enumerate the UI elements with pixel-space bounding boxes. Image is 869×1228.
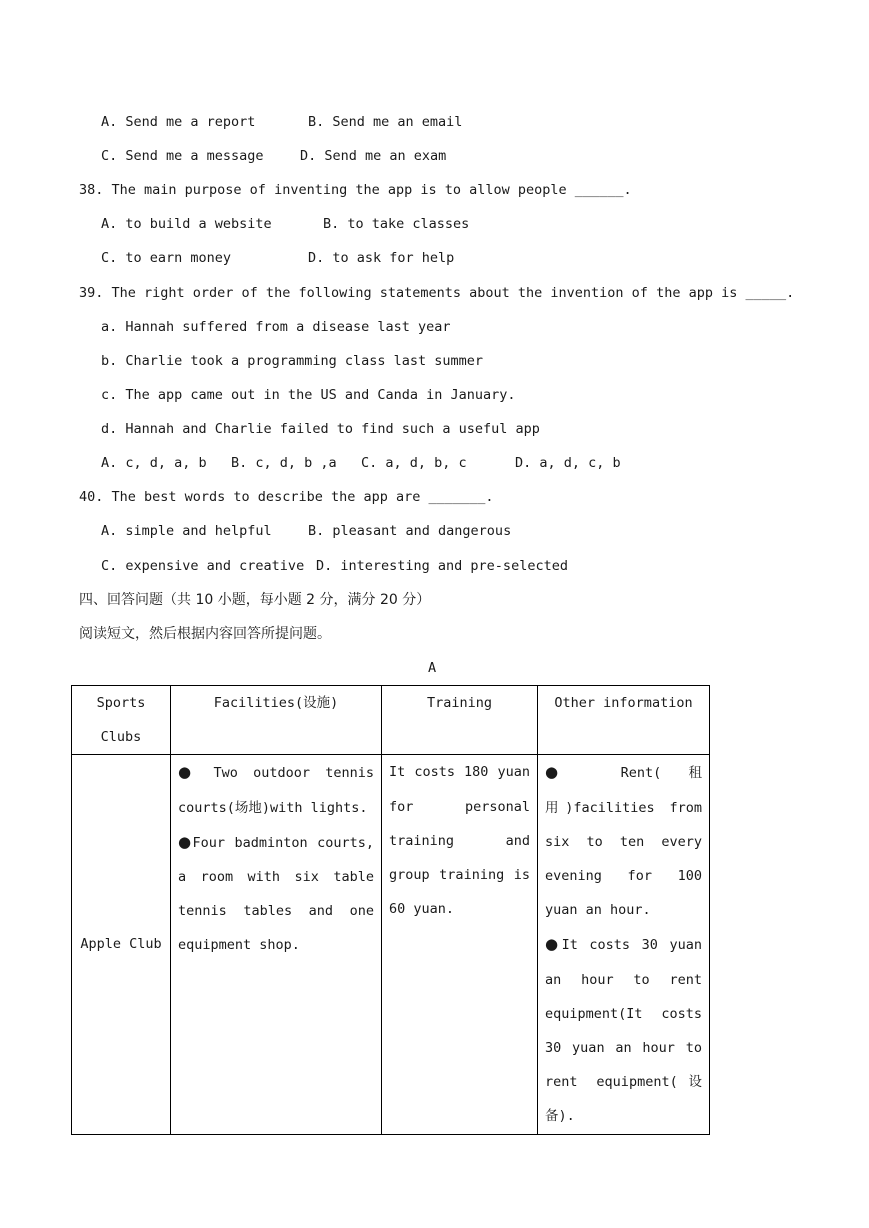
q37-option-c: C. Send me a message (101, 148, 264, 164)
header-training: Training (382, 686, 538, 755)
section-heading: 四、回答问题（共 10 小题，每小题 2 分，满分 20 分） (79, 592, 431, 608)
facility-item: ● Two outdoor tennis courts(场地)with lights. (178, 763, 374, 816)
q38-option-a: A. to build a website (101, 216, 272, 232)
q40-option-b: B. pleasant and dangerous (308, 523, 512, 539)
q38-option-d: D. to ask for help (308, 250, 455, 266)
q38-option-c: C. to earn money (101, 250, 232, 266)
other-info-cell (538, 755, 710, 1134)
q39-statement-b: b. Charlie took a programming class last summer (101, 353, 484, 369)
q38-stem: 38. The main purpose of inventing the app is to allow people ______. (79, 182, 632, 198)
q39-option-b: B. c, d, b ,a (231, 455, 337, 471)
header-other-information: Other information (538, 686, 710, 755)
header-sports-clubs: Sports Clubs (72, 686, 171, 755)
other-info-item: ● Rent(租用)facilities from six to ten every evening for 100 yuan an hour. (545, 763, 702, 919)
header-facilities: Facilities(设施) (171, 686, 382, 755)
table-row (72, 755, 710, 1134)
q40-option-c: C. expensive and creative (101, 558, 305, 574)
sports-clubs-table (71, 685, 710, 1135)
bullet-icon: ● (545, 935, 562, 954)
bullet-icon: ● (178, 763, 199, 782)
facilities-cell (171, 755, 382, 1134)
q40-stem: 40. The best words to describe the app are _______. (79, 489, 494, 505)
q37-option-b: B. Send me an email (308, 114, 463, 130)
q37-option-d: D. Send me an exam (300, 148, 447, 164)
q39-option-a: A. c, d, a, b (101, 455, 207, 471)
passage-label: A (428, 660, 437, 676)
q39-statement-c: c. The app came out in the US and Canda in January. (101, 387, 516, 403)
bullet-icon: ● (545, 763, 586, 782)
section-instruction: 阅读短文，然后根据内容回答所提问题。 (79, 626, 331, 642)
bullet-icon: ● (178, 832, 193, 851)
q39-option-d: D. a, d, c, b (515, 455, 621, 471)
q39-option-c: C. a, d, b, c (361, 455, 467, 471)
facility-item: ●Four badminton courts, a room with six table tennis tables and one equipment shop. (178, 832, 374, 954)
q38-option-b: B. to take classes (323, 216, 470, 232)
club-name: Apple Club (72, 755, 171, 1134)
table-header-row (72, 686, 710, 755)
q39-statement-a: a. Hannah suffered from a disease last year (101, 319, 451, 335)
q37-option-a: A. Send me a report (101, 114, 256, 130)
training-cell: It costs 180 yuan for personal training and group training is 60 yuan. (382, 755, 538, 1134)
other-info-item: ●It costs 30 yuan an hour to rent equipment(It costs 30 yuan an hour to rent equipment(设备). (545, 935, 702, 1125)
q40-option-d: D. interesting and pre-selected (316, 558, 568, 574)
q39-stem: 39. The right order of the following statements about the invention of the app is _____. (79, 285, 795, 301)
q39-statement-d: d. Hannah and Charlie failed to find such a useful app (101, 421, 540, 437)
q40-option-a: A. simple and helpful (101, 523, 272, 539)
